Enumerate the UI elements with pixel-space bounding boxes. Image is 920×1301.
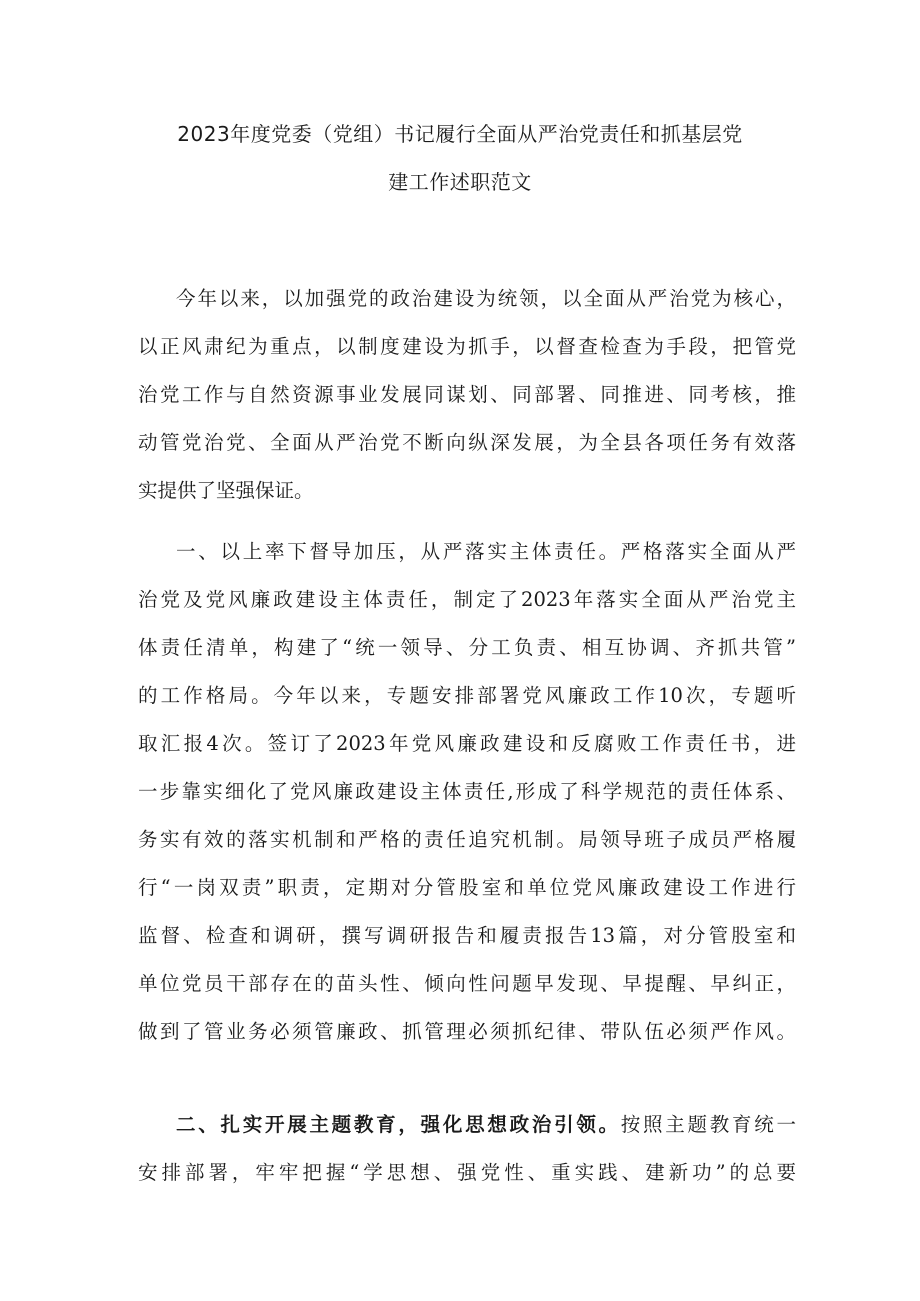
paragraph-2-line-6: 一步靠实细化了党风廉政建设主体责任,形成了科学规范的责任体系、 (138, 780, 796, 803)
paragraph-2-line-8: 行“一岗双责”职责，定期对分管股室和单位党风廉政建设工作进行 (138, 876, 796, 899)
document-title-line-1: 2023年度党委（党组）书记履行全面从严治党责任和抓基层党 (177, 122, 743, 146)
paragraph-2-line-5: 取汇报4次。签订了2023年党风廉政建设和反腐败工作责任书，进 (138, 732, 796, 755)
paragraph-3-line-1 (176, 1109, 796, 1137)
paragraph-1-line-4: 动管党治党、全面从严治党不断向纵深发展，为全县各项任务有效落 (138, 431, 796, 454)
section-heading: 二、扎实开展主题教育，强化思想政治引领。 (176, 1113, 621, 1136)
paragraph-2-line-1: 一、以上率下督导加压，从严落实主体责任。严格落实全面从严 (176, 540, 796, 563)
paragraph-2-line-2: 治党及党风廉政建设主体责任，制定了2023年落实全面从严治党主 (138, 588, 796, 611)
paragraph-1-line-1: 今年以来，以加强党的政治建设为统领，以全面从严治党为核心， (176, 287, 796, 310)
paragraph-2-line-11: 做到了管业务必须管廉政、抓管理必须抓纪律、带队伍必须严作风。 (138, 1020, 796, 1043)
paragraph-3-line-2: 安排部署，牢牢把握“学思想、强党性、重实践、建新功”的总要 (138, 1161, 796, 1184)
paragraph-1-line-2: 以正风肃纪为重点，以制度建设为抓手，以督查检查为手段，把管党 (138, 335, 796, 358)
paragraph-2-line-9: 监督、检查和调研，撰写调研报告和履责报告13篇，对分管股室和 (138, 924, 796, 947)
paragraph-1-line-3: 治党工作与自然资源事业发展同谋划、同部署、同推进、同考核，推 (138, 383, 796, 406)
paragraph-1-line-5: 实提供了坚强保证。 (138, 479, 314, 502)
paragraph-2-line-3: 体责任清单，构建了“统一领导、分工负责、相互协调、齐抓共管” (138, 636, 796, 659)
paragraph-2-line-4: 的工作格局。今年以来，专题安排部署党风廉政工作10次，专题听 (138, 684, 796, 707)
paragraph-2-line-7: 务实有效的落实机制和严格的责任追究机制。局领导班子成员严格履 (138, 828, 796, 851)
section-heading-rest: 按照主题教育统一 (620, 1113, 796, 1136)
document-title-line-2: 建工作述职范文 (388, 170, 532, 194)
paragraph-2-line-10: 单位党员干部存在的苗头性、倾向性问题早发现、早提醒、早纠正， (138, 972, 796, 995)
